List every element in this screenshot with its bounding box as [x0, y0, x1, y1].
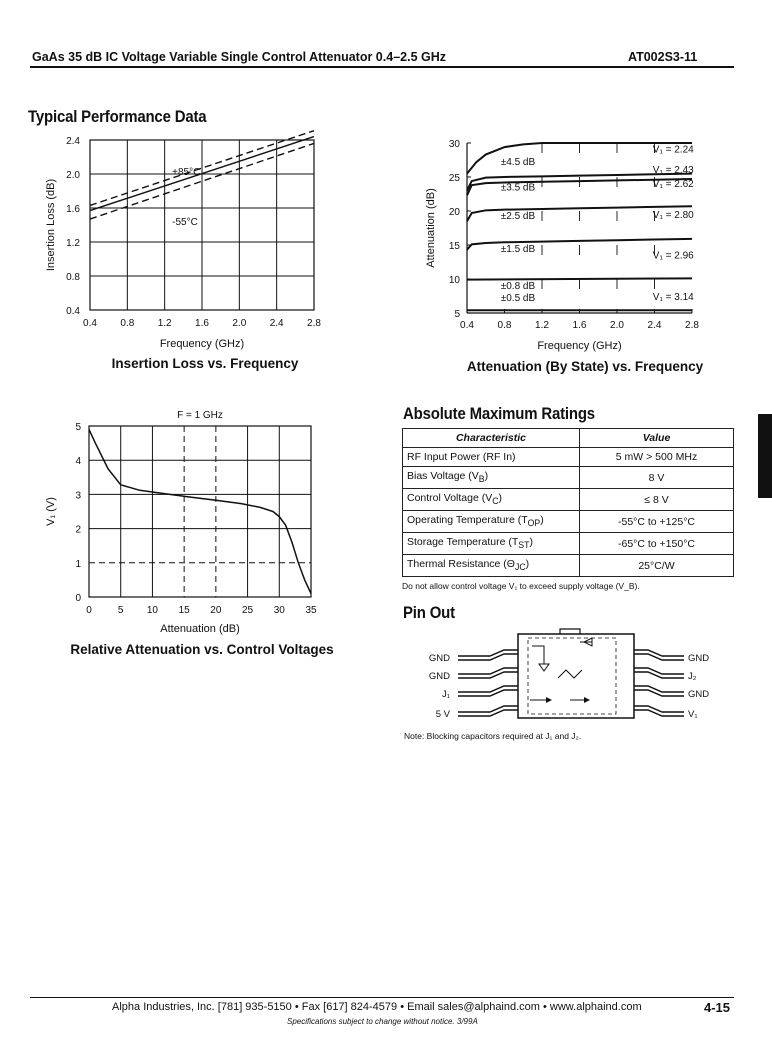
annotation-label: ±0.8 dB [500, 281, 536, 293]
x-tick-label: 0.8 [120, 318, 135, 329]
x-tick-label: 15 [178, 605, 190, 616]
y-tick-label: 15 [448, 241, 460, 252]
y-axis-label: Insertion Loss (dB) [45, 178, 57, 272]
internal-trace [532, 646, 544, 664]
table-row [403, 448, 734, 467]
x-tick-label: 2.8 [685, 320, 699, 331]
section-tab-marker [758, 414, 772, 498]
chart3-caption: Relative Attenuation vs. Control Voltages [70, 642, 334, 657]
x-tick-label: 2.4 [647, 320, 662, 331]
x-tick-label: 1.6 [572, 320, 587, 331]
y-tick-label: 1 [75, 558, 81, 570]
amr-note: Do not allow control voltage V₁ to exceed supply voltage (V_B). [402, 581, 640, 592]
footer-spec-note: Specifications subject to change without notice. 3/99A [287, 1017, 478, 1026]
amr-cell: 5 mW > 500 MHz [580, 448, 734, 467]
c1-grid [90, 140, 314, 310]
x-tick-label: 30 [273, 605, 285, 616]
table-row [403, 489, 734, 511]
pin-label-left: J₁ [442, 689, 450, 700]
pinout-diagram [420, 626, 732, 730]
lead-left [458, 710, 518, 716]
annotation-label: +85°C [172, 166, 201, 178]
lead-right [634, 668, 684, 674]
lead-right [634, 706, 684, 712]
y-tick-label: 0.4 [66, 306, 80, 317]
amr-char-close: ) [529, 536, 533, 549]
amr-char-close: ) [540, 514, 544, 527]
lead-left [458, 672, 518, 678]
c3-series [89, 429, 311, 593]
attenuation-state-chart [418, 130, 718, 355]
pin-label-left: 5 V [435, 709, 450, 720]
amr-char-sub: ST [518, 540, 530, 551]
header-rule [30, 66, 734, 68]
section-title-typical: Typical Performance Data [28, 107, 207, 126]
lead-left [458, 668, 518, 674]
annotation-label: ±0.5 dB [500, 292, 536, 304]
amr-cell [403, 489, 580, 511]
amr-cell: -65°C to +150°C [580, 533, 734, 555]
y-tick-label: 2 [75, 524, 81, 536]
chart-note: F = 1 GHz [177, 410, 223, 421]
lead-left [458, 690, 518, 696]
amr-cell: -55°C to +125°C [580, 511, 734, 533]
series-label: V₁ = 2.62 [652, 179, 694, 191]
table-row [403, 467, 734, 489]
amr-cell [403, 533, 580, 555]
c3-grid [89, 426, 311, 597]
y-tick-label: 0 [75, 593, 81, 604]
pin-label-left: GND [428, 653, 450, 664]
amr-cell: 8 V [580, 467, 734, 489]
footer-rule [30, 997, 734, 998]
y-tick-label: 0.8 [66, 272, 80, 283]
y-tick-label: 5 [75, 422, 81, 433]
series-label: V₁ = 2.24 [652, 144, 694, 156]
y-tick-label: 25 [448, 173, 460, 184]
table-row [403, 533, 734, 555]
y-axis-label: Attenuation (dB) [425, 188, 437, 268]
x-tick-label: 20 [210, 605, 222, 616]
amr-table-wrap [402, 428, 734, 591]
x-tick-label: 5 [117, 605, 124, 616]
amr-char-text: Operating Temperature (T [407, 514, 528, 527]
lead-left [458, 650, 518, 656]
pinout-note: Note: Blocking capacitors required at J₁ and J₂. [404, 731, 582, 741]
amr-char-text: Control Voltage (V [407, 492, 493, 505]
amr-char-text: Bias Voltage (V [407, 470, 479, 482]
y-tick-label: 3 [75, 490, 81, 502]
x-tick-label: 2.0 [232, 318, 247, 329]
plot-frame [89, 426, 311, 597]
resistor-icon [558, 670, 582, 678]
y-tick-label: 2.4 [66, 136, 80, 147]
table-row [403, 511, 734, 533]
series-label: V₁ = 3.14 [652, 292, 694, 304]
document-title: GaAs 35 dB IC Voltage Variable Single Control Attenuator 0.4–2.5 GHz [32, 50, 446, 64]
c2-labels [425, 139, 699, 352]
page-number: 4-15 [704, 1000, 731, 1015]
insertion-loss-chart [30, 128, 340, 353]
amr-cell [403, 467, 580, 489]
amr-char-sub: C [492, 496, 499, 507]
pin-label-right: GND [688, 653, 710, 664]
amr-table [402, 428, 734, 577]
annotation-label: ±3.5 dB [500, 182, 536, 194]
pin-label-right: J₂ [688, 671, 697, 682]
pin-leads [458, 650, 684, 716]
footer-contact: Alpha Industries, Inc. [781] 935-5150 • Fax [617] 824-4579 • Email sales@alphaind.com • www.alphaind.com [112, 1001, 642, 1013]
amr-char-sub: B [478, 474, 485, 485]
lead-left [458, 686, 518, 692]
table-row [403, 555, 734, 577]
amr-char-close: ) [525, 558, 530, 571]
part-number: AT002S3-11 [628, 50, 698, 64]
series-label: V₁ = 2.96 [652, 250, 694, 262]
amr-cell [403, 511, 580, 533]
x-tick-label: 2.8 [307, 318, 321, 329]
annotation-label: ±4.5 dB [500, 156, 536, 168]
series-label: V₁ = 2.80 [652, 209, 694, 221]
annotation-label: ±1.5 dB [500, 243, 536, 255]
pin-label-right: V₁ [688, 709, 698, 720]
lead-right [634, 650, 684, 656]
series-line [467, 278, 692, 279]
y-tick-label: 5 [454, 309, 460, 320]
x-tick-label: 1.2 [535, 320, 549, 331]
lead-left [458, 706, 518, 712]
x-tick-label: 10 [146, 605, 158, 616]
chart2-caption: Attenuation (By State) vs. Frequency [466, 359, 704, 374]
pin-labels [429, 653, 709, 720]
x-tick-label: 0.4 [460, 320, 474, 331]
amr-header-characteristic: Characteristic [403, 429, 580, 448]
y-tick-label: 2.0 [66, 170, 80, 181]
amr-char-sub: JC [514, 562, 526, 573]
section-title-amr: Absolute Maximum Ratings [403, 404, 595, 423]
y-tick-label: 1.2 [66, 238, 80, 249]
direction-arrow-icon [546, 697, 552, 703]
amr-char-text: Storage Temperature (T [407, 536, 519, 549]
x-axis-label: Attenuation (dB) [160, 623, 240, 635]
amr-cell: ≤ 8 V [580, 489, 734, 511]
lead-left [458, 654, 518, 660]
annotation-label: ±2.5 dB [500, 211, 536, 223]
y-tick-label: 20 [448, 207, 460, 218]
x-axis-label: Frequency (GHz) [537, 340, 622, 352]
amr-header-value: Value [580, 429, 734, 448]
amr-char-sub: OP [527, 518, 541, 529]
chart1-caption: Insertion Loss vs. Frequency [111, 356, 299, 371]
section-title-pinout: Pin Out [403, 603, 455, 622]
x-tick-label: 0.8 [497, 320, 512, 331]
lead-right [634, 686, 684, 692]
pin-label-left: GND [428, 671, 450, 682]
c3-labels [45, 410, 317, 635]
x-tick-label: 2.4 [269, 318, 284, 329]
amr-cell [403, 555, 580, 577]
pin-body [518, 629, 634, 718]
x-tick-label: 2.0 [610, 320, 624, 331]
x-tick-label: 0.4 [83, 318, 97, 329]
pin-label-right: GND [688, 689, 710, 700]
amr-char-close: ) [484, 470, 489, 482]
x-axis-label: Frequency (GHz) [159, 338, 245, 350]
y-tick-label: 30 [448, 139, 460, 150]
x-tick-label: 1.2 [157, 318, 172, 329]
series-label: V₁ = 2.43 [652, 164, 694, 176]
direction-arrow-icon [584, 697, 590, 703]
x-tick-label: 1.6 [195, 318, 209, 329]
x-tick-label: 35 [305, 605, 317, 616]
amr-cell: 25°C/W [580, 555, 734, 577]
amr-char-text: Thermal Resistance (Θ [407, 558, 515, 571]
x-tick-label: 25 [242, 605, 254, 616]
y-tick-label: 4 [75, 456, 81, 468]
series-line [89, 429, 311, 593]
c1-labels [45, 136, 321, 350]
amr-char-close: ) [498, 492, 503, 505]
y-axis-label: V₁ (V) [45, 497, 57, 526]
annotation-label: -55°C [172, 217, 198, 228]
y-tick-label: 1.6 [66, 204, 80, 215]
y-tick-label: 10 [448, 275, 460, 286]
x-tick-label: 0 [86, 605, 92, 616]
c3-axes [89, 426, 311, 597]
relative-attenuation-chart [32, 402, 332, 638]
switch-arrow-icon [539, 664, 549, 671]
amr-cell: RF Input Power (RF In) [403, 448, 580, 467]
